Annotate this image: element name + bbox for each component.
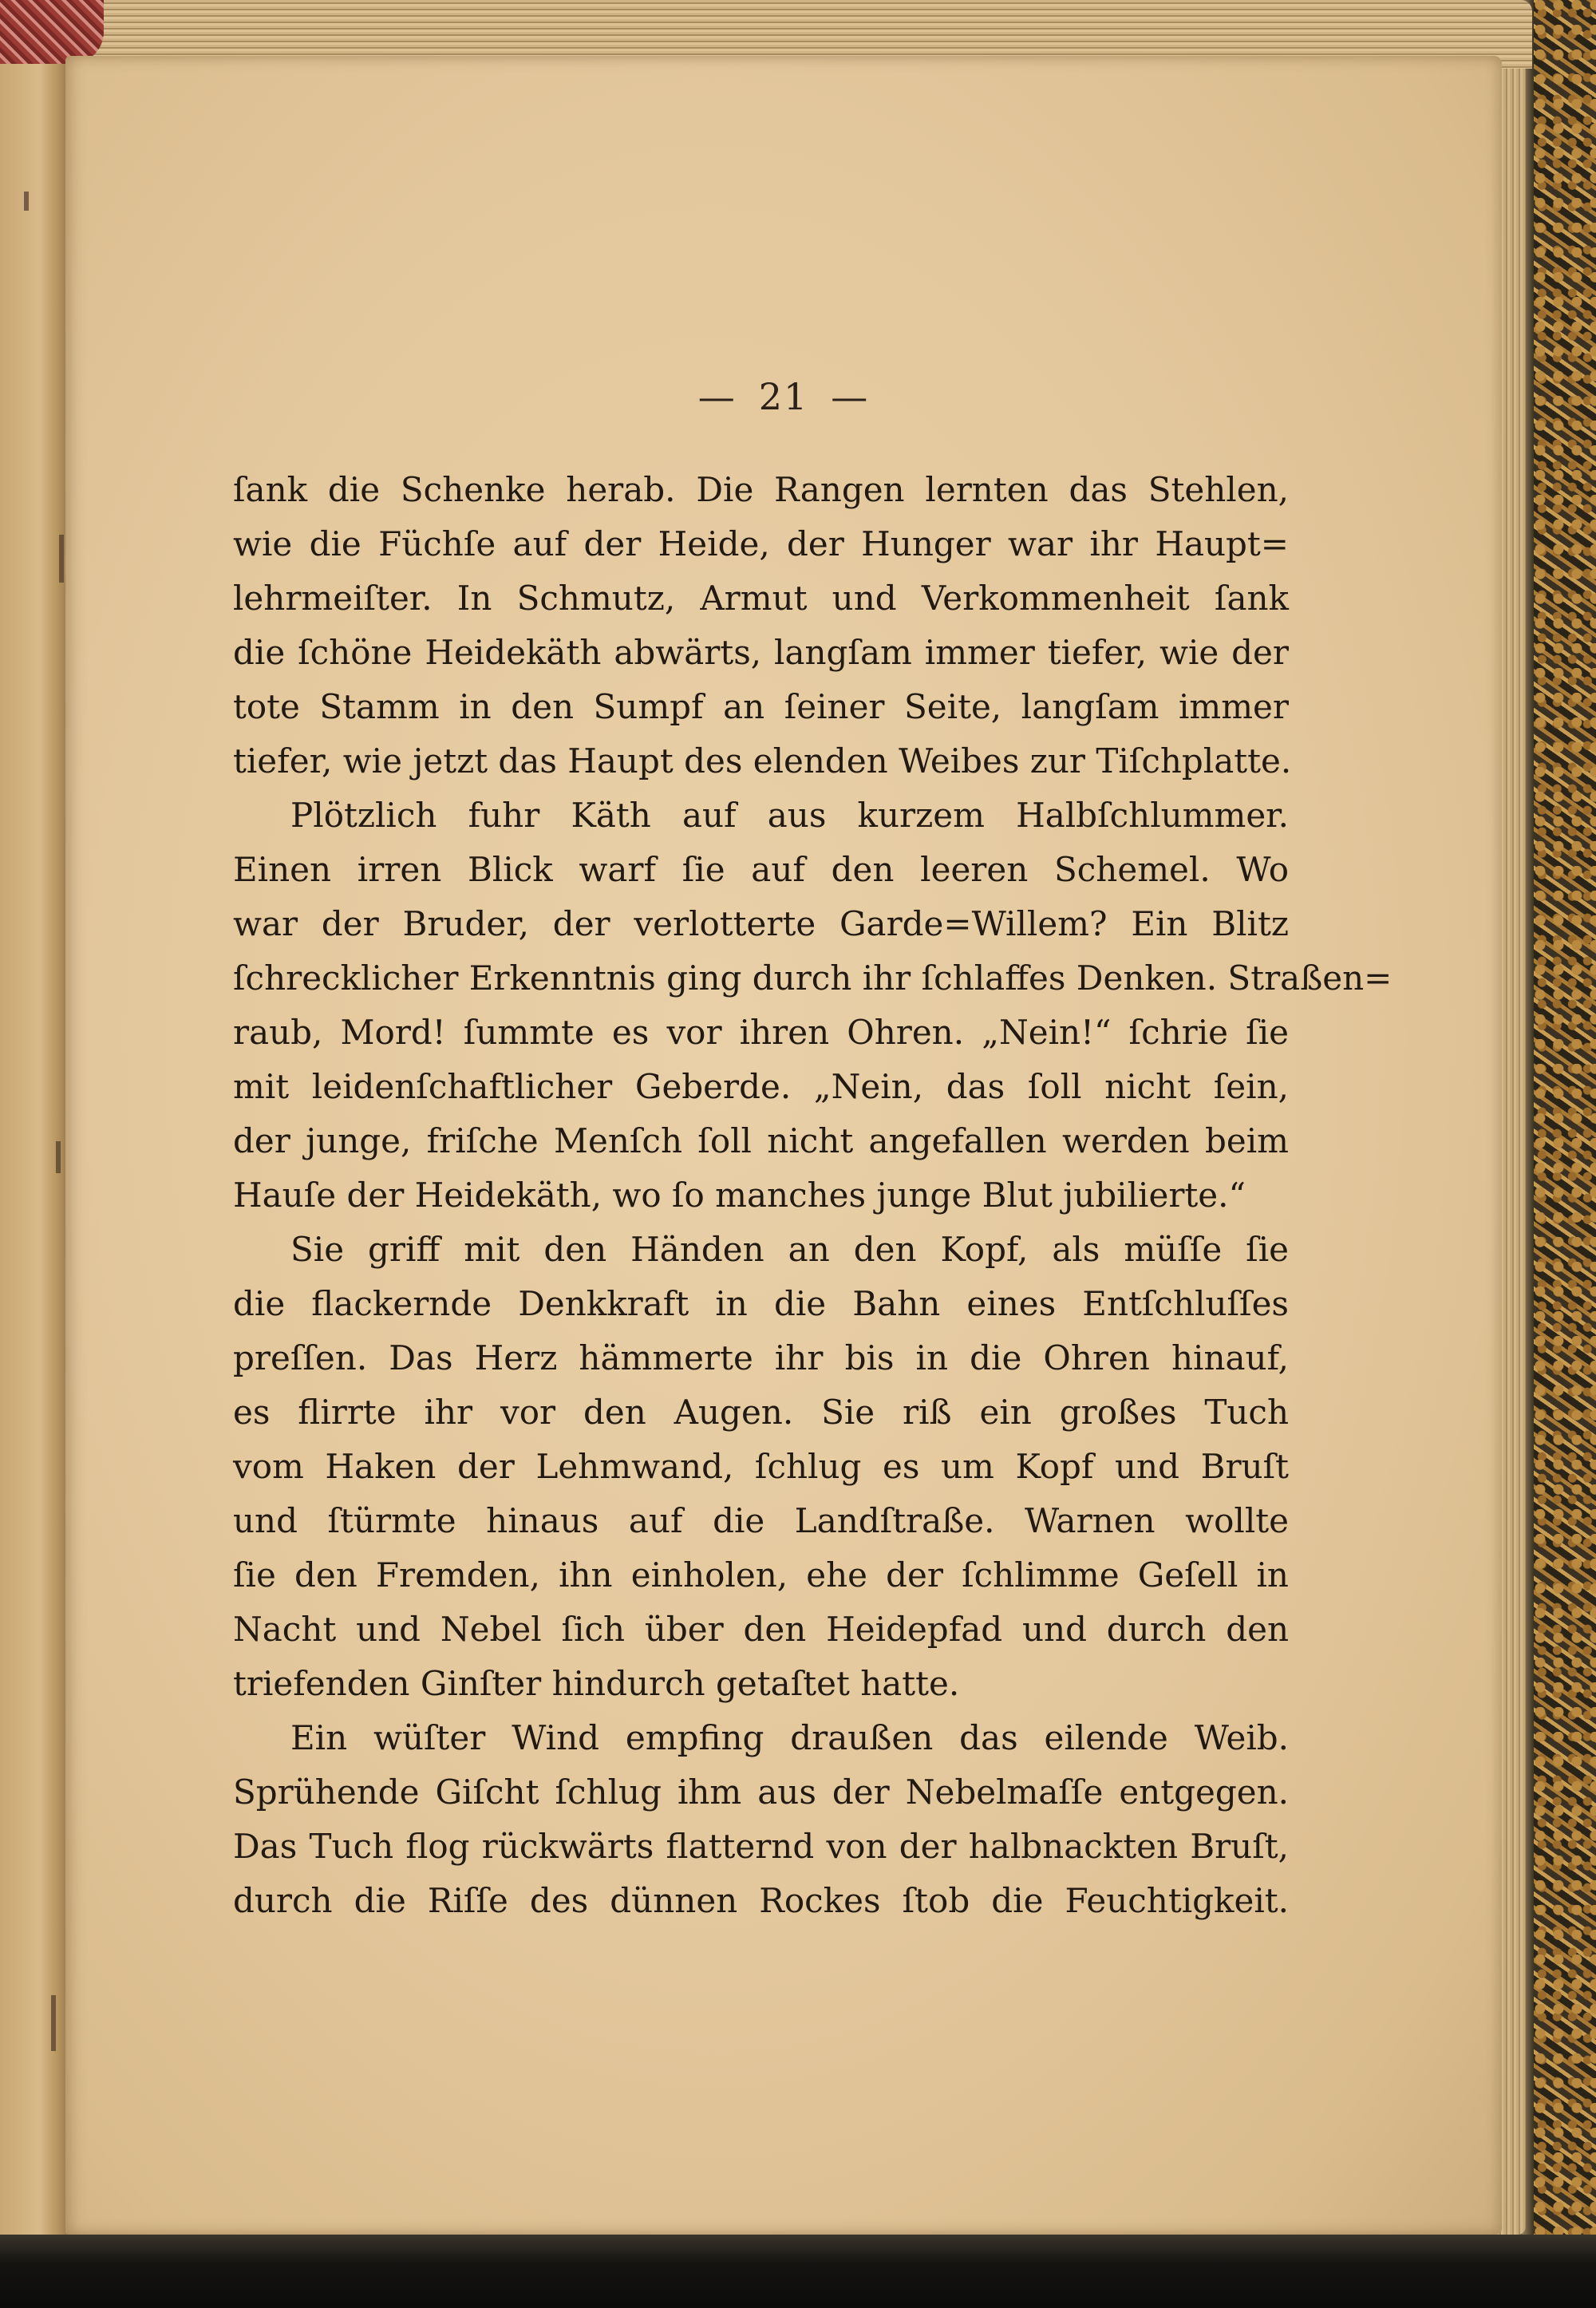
headband xyxy=(0,0,104,64)
text-line: Ein wüſter Wind empfing draußen das eilende Weib. xyxy=(290,1718,1289,1757)
page-number: — 21 — xyxy=(697,375,870,418)
text-line: ſchrecklicher Erkenntnis ging durch ihr ſchlaffes Denken. Straßen= xyxy=(233,958,1393,998)
text-line: Hauſe der Heidekäth, wo ſo manches junge Blut jubilierte.“ xyxy=(233,1176,1246,1215)
text-line: Sie griff mit den Händen an den Kopf, als müſſe ſie xyxy=(290,1230,1289,1269)
text-line: war der Bruder, der verlotterte Garde=Willem? Ein Blitz xyxy=(233,904,1289,943)
margin-mark xyxy=(59,535,64,583)
text-line: es flirrte ihr vor den Augen. Sie riß ein großes Tuch xyxy=(233,1393,1289,1432)
text-line: Sprühende Giſcht ſchlug ihm aus der Nebelmaſſe entgegen. xyxy=(233,1772,1289,1812)
body-text xyxy=(233,463,1393,1928)
text-line: Plötzlich fuhr Käth auf aus kurzem Halbſchlummer. xyxy=(290,796,1289,835)
book-binding xyxy=(1516,0,1596,2235)
page-number-value: 21 xyxy=(758,375,809,418)
text-line: tiefer, wie jetzt das Haupt des elenden Weibes zur Tiſchplatte. xyxy=(233,741,1292,781)
text-line: preſſen. Das Herz hämmerte ihr bis in die Ohren hinauf, xyxy=(233,1338,1289,1377)
text-line: die flackernde Denkkraft in die Bahn eines Entſchluſſes xyxy=(233,1284,1289,1323)
text-line: die ſchöne Heidekäth abwärts, langſam immer tiefer, wie der xyxy=(233,633,1289,672)
text-line: wie die Füchſe auf der Heide, der Hunger war ihr Haupt= xyxy=(233,524,1289,563)
book-page xyxy=(65,56,1502,2235)
scanner-edge xyxy=(0,2235,1596,2308)
text-line: mit leidenſchaftlicher Geberde. „Nein, das ſoll nicht ſein, xyxy=(233,1067,1289,1106)
book-gutter xyxy=(0,48,72,2235)
text-line: Nacht und Nebel ſich über den Heidepfad und durch den xyxy=(233,1610,1289,1649)
text-line: Das Tuch flog rückwärts flatternd von der halbnackten Bruſt, xyxy=(233,1827,1289,1866)
text-line: Einen irren Blick warf ſie auf den leeren Schemel. Wo xyxy=(233,850,1289,889)
text-line: triefenden Ginſter hindurch getaſtet hatte. xyxy=(233,1664,960,1703)
margin-mark xyxy=(24,192,29,211)
text-line: ſie den Fremden, ihn einholen, ehe der ſchlimme Geſell in xyxy=(233,1555,1289,1595)
margin-mark xyxy=(51,1995,56,2051)
text-line: vom Haken der Lehmwand, ſchlug es um Kopf und Bruſt xyxy=(233,1447,1289,1486)
text-line: durch die Riſſe des dünnen Rockes ſtob die Feuchtigkeit. xyxy=(233,1881,1289,1920)
text-line: und ſtürmte hinaus auf die Landſtraße. Warnen wollte xyxy=(233,1501,1289,1540)
text-line: der junge, friſche Menſch ſoll nicht angefallen werden beim xyxy=(233,1121,1289,1160)
text-line: raub, Mord! ſummte es vor ihren Ohren. „Nein!“ ſchrie ſie xyxy=(233,1013,1289,1052)
text-line: ſank die Schenke herab. Die Rangen lernten das Stehlen, xyxy=(233,470,1289,509)
text-line: tote Stamm in den Sumpf an ſeiner Seite, langſam immer xyxy=(233,687,1289,726)
margin-mark xyxy=(56,1141,61,1173)
text-line: lehrmeiſter. In Schmutz, Armut und Verkommenheit ſank xyxy=(233,579,1289,618)
